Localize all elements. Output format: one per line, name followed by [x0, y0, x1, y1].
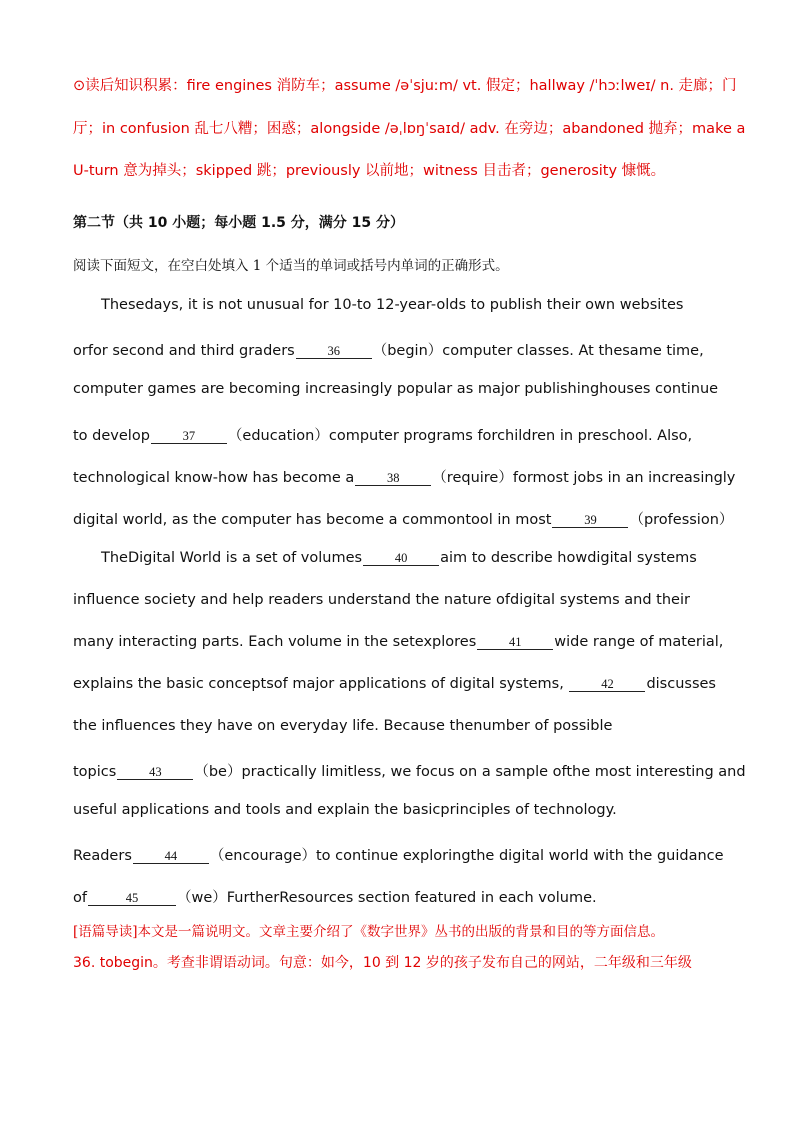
passage-text: topics [73, 764, 117, 780]
passage-text: technological know-how has become a [73, 470, 355, 486]
blank-43[interactable]: 43 [117, 765, 193, 780]
passage-line [73, 844, 724, 865]
passage-line [73, 634, 723, 650]
passage-text: of [73, 890, 87, 906]
passage-text: orfor second and third graders [73, 343, 295, 359]
blank-40[interactable]: 40 [363, 551, 439, 566]
passage-line [73, 339, 704, 360]
passage-text: to develop [73, 428, 150, 444]
passage-line [73, 760, 746, 781]
passage-line [73, 466, 735, 487]
passage-text: explains the basic conceptsof major applications of digital systems, [73, 676, 569, 692]
blank-45[interactable]: 45 [88, 891, 176, 906]
passage-line [73, 676, 716, 692]
section-title: 第二节（共 10 小题；每小题 1.5 分，满分 15 分） [73, 215, 405, 231]
passage-text: （education）computer programs forchildren in preschool. Also, [227, 428, 693, 444]
passage-line: computer games are becoming increasingly popular as major publishinghouses continue [73, 381, 719, 397]
section-instruction: 阅读下面短文，在空白处填入 1 个适当的单词或括号内单词的正确形式。 [73, 258, 509, 274]
passage-text: Readers [73, 848, 132, 864]
passage-line [73, 508, 733, 529]
passage-text: （profession） [629, 512, 734, 528]
passage-line: the influences they have on everyday life. Because thenumber of possible [73, 718, 613, 734]
blank-36[interactable]: 36 [296, 344, 372, 359]
vocab-line-3: U-turn 意为掉头；skipped 跳；previously 以前地；witness 目击者；generosity 慷慨。 [73, 163, 666, 179]
passage-line [73, 886, 597, 907]
blank-42[interactable]: 42 [569, 677, 645, 692]
blank-44[interactable]: 44 [133, 849, 209, 864]
passage-text: TheDigital World is a set of volumes [101, 550, 363, 566]
passage-text: （encourage）to continue exploringthe digital world with the guidance [209, 848, 724, 864]
passage-text: （begin）computer classes. At thesame time, [372, 343, 704, 359]
passage-line: Thesedays, it is not unusual for 10-to 12-year-olds to publish their own websites [101, 297, 684, 313]
passage-text: digital world, as the computer has become a commontool in most [73, 512, 552, 528]
passage-text: discusses [646, 676, 716, 692]
passage-line [101, 550, 697, 566]
passage-text: （we）FurtherResources section featured in each volume. [176, 890, 597, 906]
passage-line: useful applications and tools and explain the basicprinciples of technology. [73, 802, 617, 818]
passage-guide: [语篇导读]本文是一篇说明文。文章主要介绍了《数字世界》丛书的出版的背景和目的等方面信息。 [73, 924, 665, 940]
blank-37[interactable]: 37 [151, 429, 227, 444]
passage-text: aim to describe howdigital systems [440, 550, 697, 566]
passage-line [73, 424, 692, 445]
passage-text: wide range of material, [554, 634, 724, 650]
vocab-line-1: ⊙读后知识积累：fire engines 消防车；assume /əˈsjuːm/ vt. 假定；hallway /ˈhɔːlweɪ/ n. 走廊；门 [73, 78, 737, 94]
passage-text: （require）formost jobs in an increasingly [432, 470, 736, 486]
passage-text: many interacting parts. Each volume in the setexplores [73, 634, 477, 650]
answer-36-explanation: 36. tobegin。考查非谓语动词。句意：如今，10 到 12 岁的孩子发布自己的网站，二年级和三年级 [73, 955, 692, 971]
blank-38[interactable]: 38 [355, 471, 431, 486]
passage-text: （be）practically limitless, we focus on a sample ofthe most interesting and [194, 764, 746, 780]
vocab-line-2: 厅；in confusion 乱七八糟；困惑；alongside /əˌlɒŋˈsaɪd/ adv. 在旁边；abandoned 抛弃；make a [73, 121, 746, 137]
blank-41[interactable]: 41 [477, 635, 553, 650]
passage-line: influence society and help readers understand the nature ofdigital systems and their [73, 592, 690, 608]
blank-39[interactable]: 39 [552, 513, 628, 528]
